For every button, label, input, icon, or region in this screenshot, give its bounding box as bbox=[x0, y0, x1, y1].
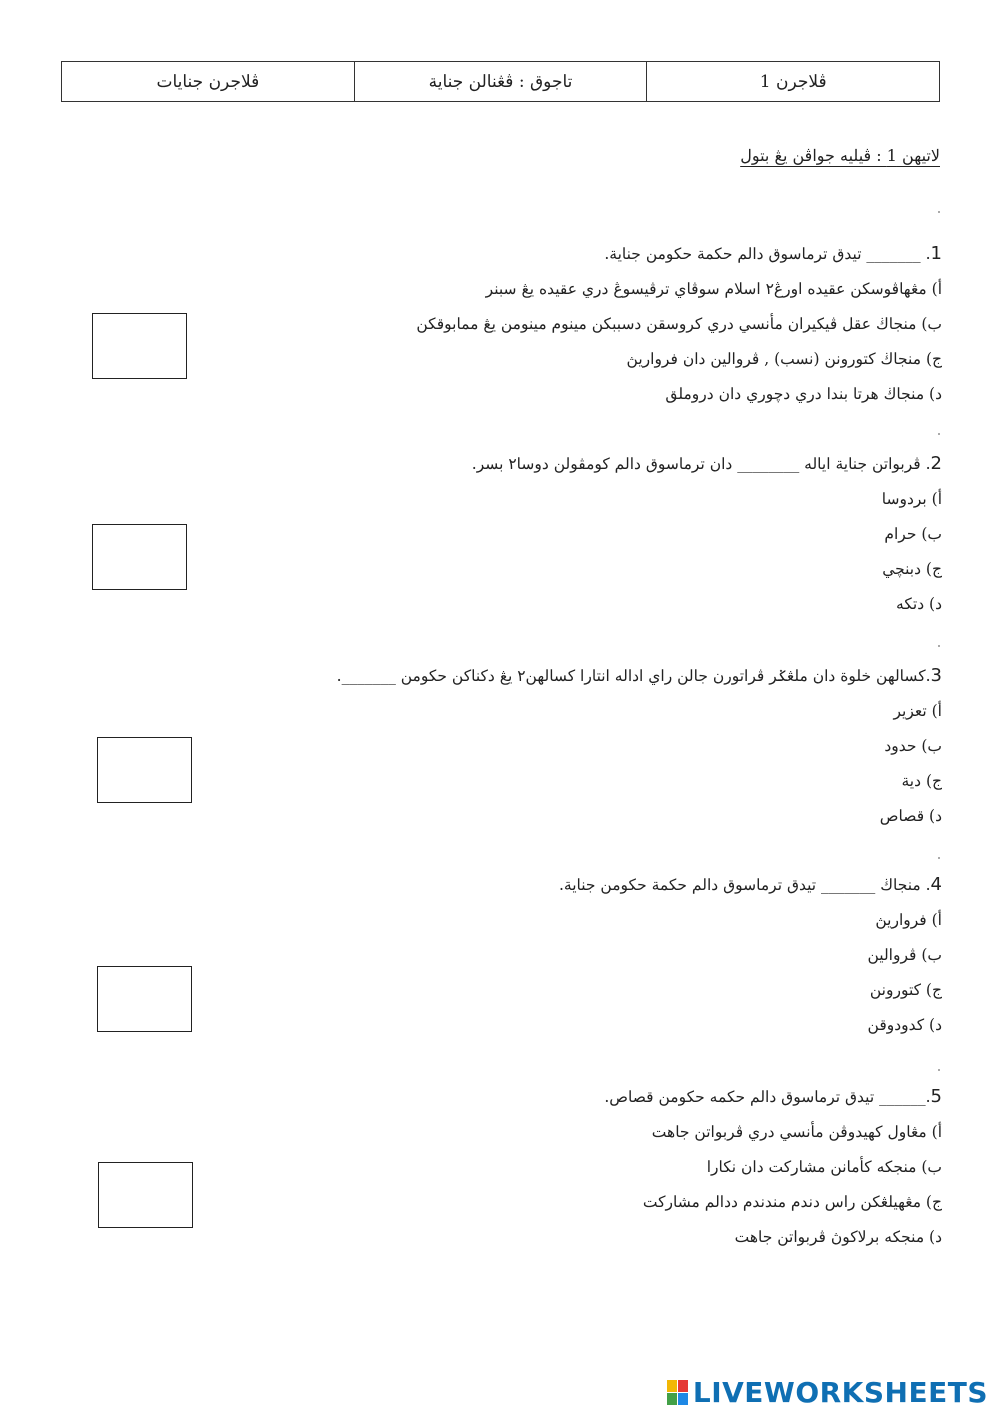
question-3 bbox=[337, 658, 942, 834]
stray-mark bbox=[938, 645, 940, 647]
liveworksheets-wordmark: LIVEWORKSHEETS bbox=[692, 1376, 988, 1409]
question-5 bbox=[604, 1079, 942, 1255]
liveworksheets-mark-icon bbox=[667, 1380, 689, 1406]
question-stem bbox=[604, 1079, 942, 1115]
stray-mark bbox=[938, 1069, 940, 1071]
option-a: أ) مڠهاڤوسكن عقيده اورڠ٢ اسلام سوڤاي ترڤيسوڠ دري عقيده يڠ سبنر bbox=[485, 280, 942, 298]
option-d: د) منجكه برلاكوڽ ڤربواتن جاهت bbox=[734, 1228, 942, 1246]
question-number: 3 bbox=[930, 665, 942, 686]
option-c: ج) مڠهيلڠكن راس دندم مندندم ددالم مشاركت bbox=[642, 1193, 942, 1211]
option-b: ب) منجكه كأمانن مشاركت دان نكارا bbox=[706, 1158, 942, 1176]
option-b: ب) حرام bbox=[884, 525, 942, 543]
question-2 bbox=[472, 446, 942, 622]
question-text: . منجاڬ _______ تيدق ترماسوق دالم حكمة حكومن جناية. bbox=[558, 876, 931, 894]
answer-box-3[interactable] bbox=[97, 737, 192, 803]
question-stem bbox=[337, 658, 942, 694]
option-c: ج) دبنچي bbox=[882, 560, 942, 578]
question-stem bbox=[472, 446, 942, 482]
option-c: ج) منجاڬ كتورونن (نسب) , ڤروالين دان فرواريڽ bbox=[626, 350, 942, 368]
option-d: د) منجاڬ هرتا بندا دري دچوري دان دروملق bbox=[665, 385, 942, 403]
option-a: أ) مڠاول كهيدوڤن مأنسي دري ڤربواتن جاهت bbox=[651, 1123, 942, 1141]
exercise-instruction: لاتيهن 1 : ڤيليه جواڤن يڠ بتول bbox=[740, 146, 940, 165]
question-number: 1 bbox=[930, 243, 942, 264]
question-number: 4 bbox=[930, 874, 942, 895]
option-d: د) كدودوقن bbox=[867, 1016, 942, 1034]
question-4 bbox=[559, 867, 942, 1043]
option-a: أ) فرواريڽ bbox=[875, 911, 942, 929]
question-text: .______ تيدق ترماسوق دالم حكمه حكومن قصاص. bbox=[604, 1088, 931, 1106]
option-c: ج) دية bbox=[901, 772, 942, 790]
question-1 bbox=[416, 236, 942, 412]
question-stem bbox=[416, 236, 942, 272]
question-text: .كسالهن خلوة دان ملڠݢر ڤراتورن جالن راي اداله انتارا كسالهن٢ يڠ دكناكن حكومن _______. bbox=[336, 667, 931, 685]
answer-box-4[interactable] bbox=[97, 966, 192, 1032]
option-b: ب) حدود bbox=[884, 737, 942, 755]
header-table bbox=[61, 61, 940, 102]
option-b: ب) ڤروالين bbox=[867, 946, 942, 964]
option-a: أ) بردوسا bbox=[881, 490, 942, 508]
option-d: د) قصاص bbox=[879, 807, 942, 825]
question-text: . _______ تيدق ترماسوق دالم حكمة حكومن جناية. bbox=[604, 245, 931, 263]
question-stem bbox=[559, 867, 942, 903]
option-d: د) دتكه bbox=[896, 595, 942, 613]
question-number: 5 bbox=[930, 1086, 942, 1107]
header-subject: ڤلاجرن جنايات bbox=[156, 71, 260, 92]
stray-mark bbox=[938, 857, 940, 859]
answer-box-5[interactable] bbox=[98, 1162, 193, 1228]
option-c: ج) كتورونن bbox=[869, 981, 942, 999]
answer-box-1[interactable] bbox=[92, 313, 187, 379]
question-number: 2 bbox=[930, 453, 942, 474]
header-lesson-number: ڤلاجرن 1 bbox=[646, 62, 939, 101]
answer-box-2[interactable] bbox=[92, 524, 187, 590]
question-text: . ڤربواتن جناية اياله ________ دان ترماسوق دالم كومڤولن دوسا٢ بسر. bbox=[471, 455, 931, 473]
stray-mark bbox=[938, 433, 940, 435]
header-topic: تاجوق : ڤڠنالن جناية bbox=[354, 62, 647, 101]
option-b: ب) منجاڬ عقل ڤيكيران مأنسي دري كروسقن دسببكن مينوم مينومن يڠ ممابوقكن bbox=[416, 315, 942, 333]
stray-mark bbox=[938, 211, 940, 213]
option-a: أ) تعزير bbox=[893, 702, 942, 720]
liveworksheets-logo bbox=[667, 1376, 988, 1409]
